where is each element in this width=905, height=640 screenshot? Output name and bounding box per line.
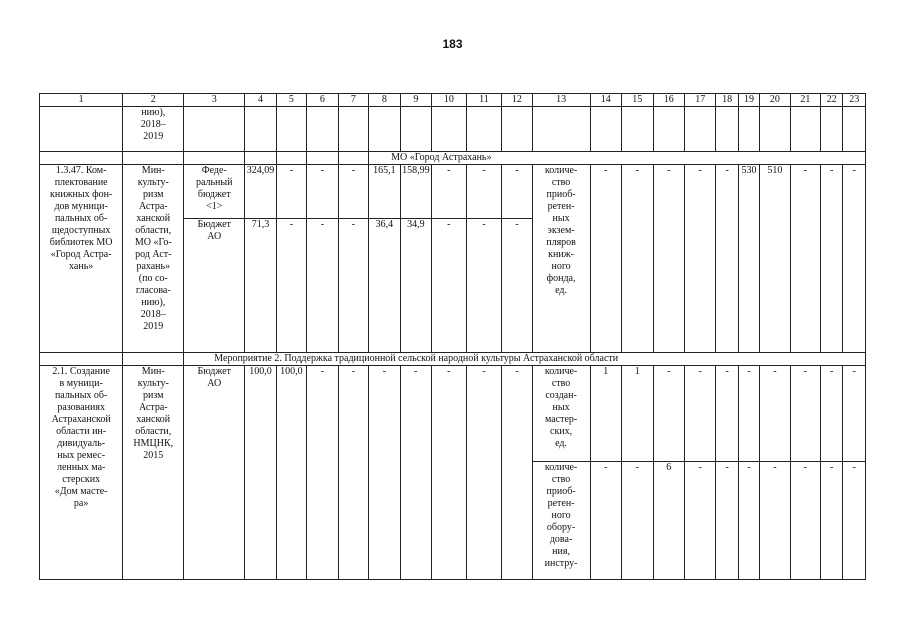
value-cell: -: [276, 219, 306, 353]
value-cell: -: [400, 366, 431, 580]
col-number: 15: [622, 94, 653, 107]
executor-cell: Мин- культу- ризм Астра- ханской области, НМЦНК, 2015: [123, 366, 184, 580]
col-number: 2: [123, 94, 184, 107]
activity-name: 2.1. Создание в муници- пальных об- разованиях Астраханской области ин- дивидуаль- ных ремес- ленных ма- стерских «Дом масте- ра»: [40, 366, 123, 580]
value-cell: -: [622, 165, 653, 353]
value-cell: -: [307, 366, 338, 580]
value-cell: -: [843, 165, 866, 353]
value-cell: -: [738, 462, 759, 580]
funding-source: Бюджет АО: [184, 219, 245, 353]
page-number: 183: [442, 37, 463, 51]
column-number-row: [40, 94, 866, 107]
value-cell: -: [684, 165, 715, 353]
value-cell: -: [790, 462, 820, 580]
col-number: 6: [307, 94, 338, 107]
value-cell: 510: [760, 165, 790, 353]
program-table: [39, 93, 866, 580]
value-cell: 324,09: [245, 165, 276, 219]
indicator-cell: количе- ство приоб- ретен- ных экзем- пляров книж- ного фонда, ед.: [532, 165, 590, 353]
value-cell: -: [790, 366, 820, 462]
value-cell: 165,1: [369, 165, 400, 219]
value-cell: -: [653, 165, 684, 353]
value-cell: -: [432, 219, 467, 353]
col-number: 8: [369, 94, 400, 107]
value-cell: 6: [653, 462, 684, 580]
section-row: [40, 152, 866, 165]
col-number: 14: [590, 94, 621, 107]
col-number: 3: [184, 94, 245, 107]
executor-cell: нию), 2018– 2019: [123, 107, 184, 152]
col-number: 1: [40, 94, 123, 107]
col-number: 12: [502, 94, 532, 107]
value-cell: -: [466, 165, 502, 219]
value-cell: -: [590, 462, 621, 580]
value-cell: 1: [590, 366, 621, 462]
indicator-cell: количе- ство создан- ных мастер- ских, ед.: [532, 366, 590, 462]
value-cell: -: [760, 366, 790, 462]
section-row: [40, 353, 866, 366]
value-cell: -: [684, 462, 715, 580]
funding-source: Феде- ральный бюджет <1>: [184, 165, 245, 219]
funding-source: Бюджет АО: [184, 366, 245, 580]
value-cell: -: [843, 366, 866, 462]
value-cell: -: [432, 366, 467, 580]
value-cell: -: [843, 462, 866, 580]
col-number: 17: [684, 94, 715, 107]
value-cell: -: [821, 165, 843, 353]
value-cell: 100,0: [276, 366, 306, 580]
value-cell: 1: [622, 366, 653, 462]
table-row: [40, 366, 866, 462]
col-number: 5: [276, 94, 306, 107]
value-cell: -: [307, 165, 338, 219]
col-number: 11: [466, 94, 502, 107]
value-cell: -: [622, 462, 653, 580]
col-number: 21: [790, 94, 820, 107]
col-number: 23: [843, 94, 866, 107]
value-cell: -: [276, 165, 306, 219]
value-cell: -: [738, 366, 759, 462]
section-title: Мероприятие 2. Поддержка традиционной сельской народной культуры Астраханской области: [184, 353, 866, 366]
table-row: [40, 165, 866, 219]
col-number: 16: [653, 94, 684, 107]
value-cell: -: [307, 219, 338, 353]
value-cell: 71,3: [245, 219, 276, 353]
col-number: 9: [400, 94, 431, 107]
value-cell: -: [369, 366, 400, 580]
col-number: 18: [716, 94, 738, 107]
value-cell: -: [590, 165, 621, 353]
col-number: 13: [532, 94, 590, 107]
activity-name: 1.3.47. Ком- плектование книжных фон- дов муници- пальных об- щедоступных библиотек МО «Город Астра- хань»: [40, 165, 123, 353]
indicator-cell: количе- ство приоб- ретен- ного обору- дова- ния, инстру-: [532, 462, 590, 580]
value-cell: -: [432, 165, 467, 219]
value-cell: 36,4: [369, 219, 400, 353]
value-cell: -: [716, 366, 738, 462]
value-cell: -: [466, 366, 502, 580]
value-cell: 158,99: [400, 165, 431, 219]
col-number: 22: [821, 94, 843, 107]
col-number: 10: [432, 94, 467, 107]
value-cell: -: [716, 462, 738, 580]
value-cell: -: [790, 165, 820, 353]
col-number: 19: [738, 94, 759, 107]
value-cell: -: [502, 366, 532, 580]
value-cell: -: [502, 219, 532, 353]
value-cell: 34,9: [400, 219, 431, 353]
value-cell: -: [338, 366, 368, 580]
value-cell: -: [716, 165, 738, 353]
col-number: 4: [245, 94, 276, 107]
continuation-row: [40, 107, 866, 152]
value-cell: -: [338, 219, 368, 353]
value-cell: -: [821, 462, 843, 580]
value-cell: -: [684, 366, 715, 462]
value-cell: 530: [738, 165, 759, 353]
value-cell: -: [760, 462, 790, 580]
value-cell: 100,0: [245, 366, 276, 580]
value-cell: -: [338, 165, 368, 219]
value-cell: -: [502, 165, 532, 219]
section-title: МО «Город Астрахань»: [369, 152, 866, 165]
executor-cell: Мин- культу- ризм Астра- ханской области, МО «Го- род Аст- рахань» (по со- гласова- нию), 2018– 2019: [123, 165, 184, 353]
value-cell: -: [466, 219, 502, 353]
value-cell: -: [821, 366, 843, 462]
col-number: 20: [760, 94, 790, 107]
value-cell: -: [653, 366, 684, 462]
col-number: 7: [338, 94, 368, 107]
